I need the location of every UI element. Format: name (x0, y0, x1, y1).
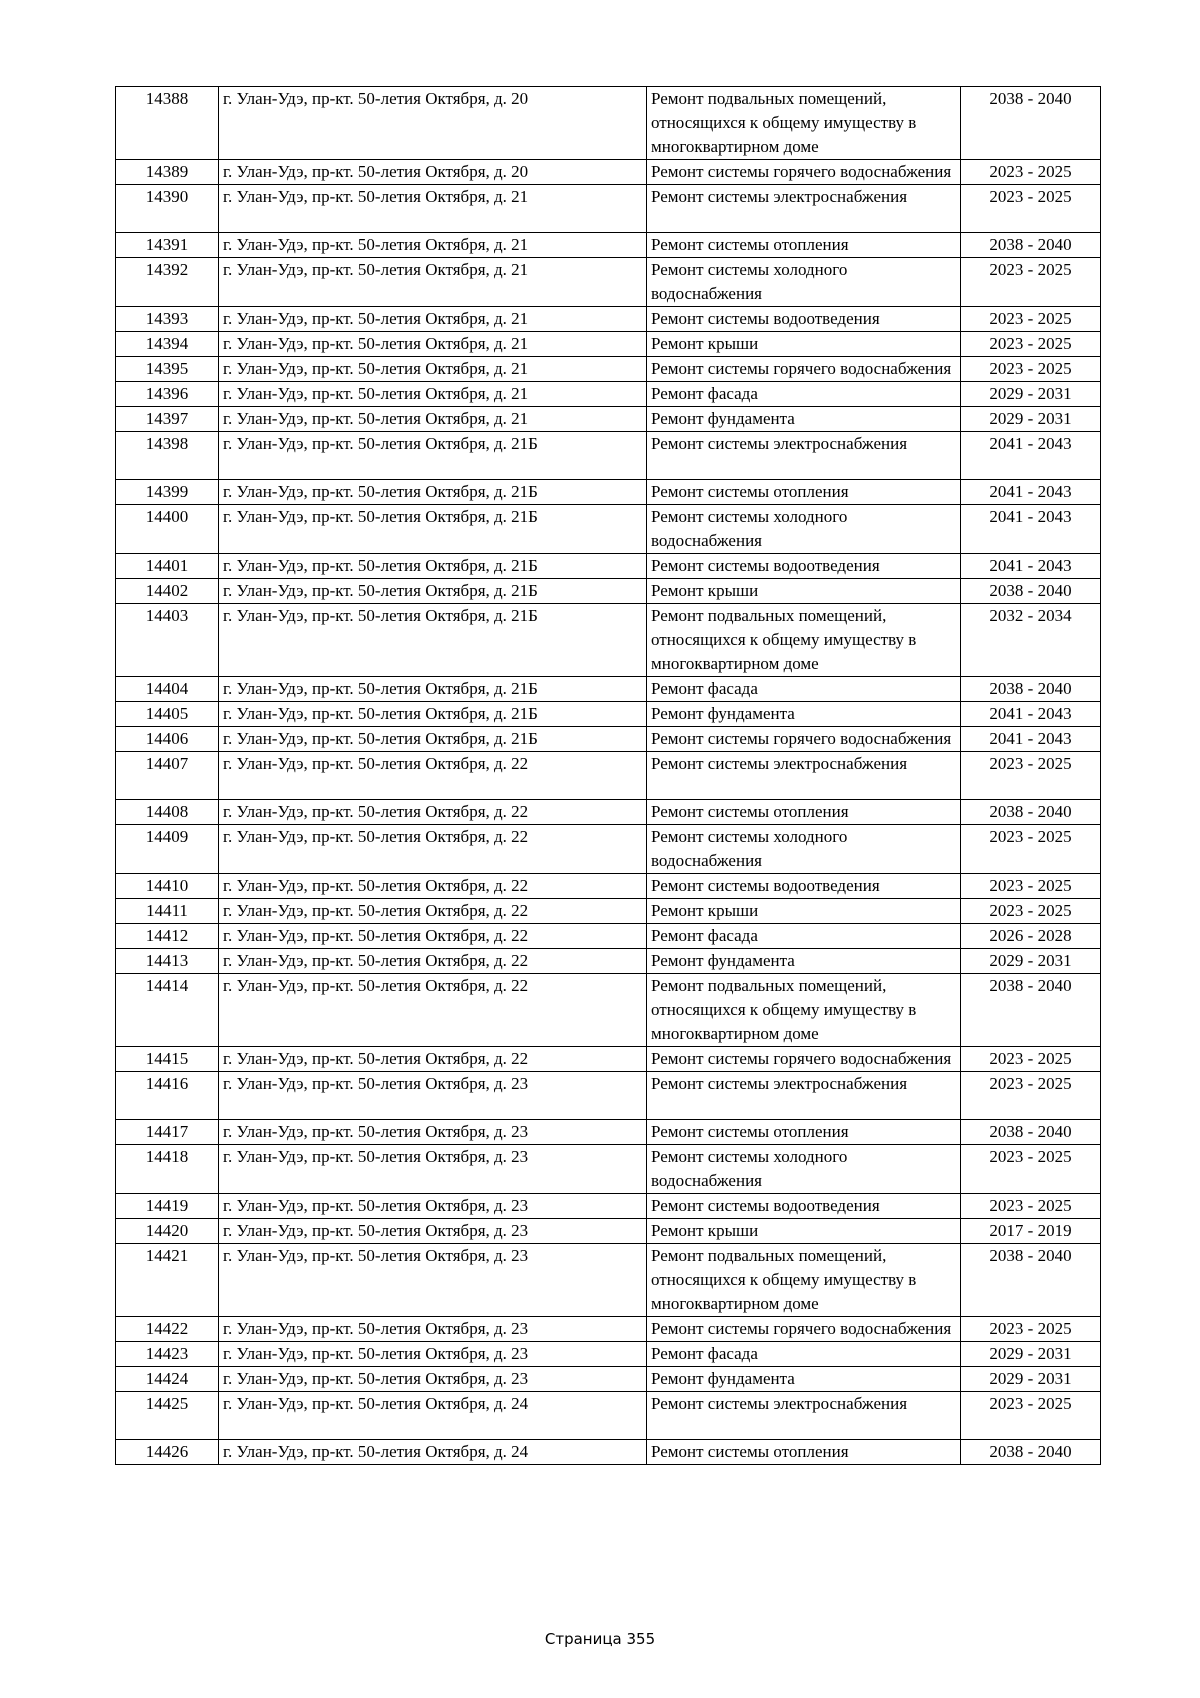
row-address: г. Улан-Удэ, пр-кт. 50-летия Октября, д. 20 (219, 160, 647, 185)
row-period: 2023 - 2025 (961, 1047, 1101, 1072)
row-id: 14396 (116, 382, 219, 407)
row-id: 14390 (116, 185, 219, 233)
table-row (116, 233, 1101, 258)
row-period: 2023 - 2025 (961, 825, 1101, 874)
table-row (116, 185, 1101, 233)
row-period: 2017 - 2019 (961, 1219, 1101, 1244)
row-address: г. Улан-Удэ, пр-кт. 50-летия Октября, д. 21 (219, 332, 647, 357)
row-period: 2023 - 2025 (961, 185, 1101, 233)
table-row (116, 924, 1101, 949)
row-address: г. Улан-Удэ, пр-кт. 50-летия Октября, д. 23 (219, 1317, 647, 1342)
row-period: 2023 - 2025 (961, 332, 1101, 357)
row-work-type: Ремонт системы холодного водоснабжения (647, 505, 961, 554)
table-row (116, 1047, 1101, 1072)
row-id: 14408 (116, 800, 219, 825)
table-row (116, 702, 1101, 727)
row-address: г. Улан-Удэ, пр-кт. 50-летия Октября, д. 21Б (219, 579, 647, 604)
row-period: 2023 - 2025 (961, 1317, 1101, 1342)
row-period: 2038 - 2040 (961, 87, 1101, 160)
table-body (116, 87, 1101, 1465)
row-period: 2041 - 2043 (961, 702, 1101, 727)
row-id: 14406 (116, 727, 219, 752)
row-work-type: Ремонт системы холодного водоснабжения (647, 1145, 961, 1194)
row-address: г. Улан-Удэ, пр-кт. 50-летия Октября, д. 23 (219, 1120, 647, 1145)
row-period: 2023 - 2025 (961, 1392, 1101, 1440)
table-row (116, 1194, 1101, 1219)
row-work-type: Ремонт системы отопления (647, 233, 961, 258)
table-row (116, 1440, 1101, 1465)
table-row (116, 1342, 1101, 1367)
row-work-type: Ремонт системы водоотведения (647, 1194, 961, 1219)
row-work-type: Ремонт подвальных помещений, относящихся к общему имуществу в многоквартирном доме (647, 974, 961, 1047)
row-id: 14402 (116, 579, 219, 604)
row-work-type: Ремонт крыши (647, 1219, 961, 1244)
row-work-type: Ремонт крыши (647, 899, 961, 924)
row-address: г. Улан-Удэ, пр-кт. 50-летия Октября, д. 21Б (219, 505, 647, 554)
row-period: 2023 - 2025 (961, 899, 1101, 924)
row-work-type: Ремонт фасада (647, 677, 961, 702)
table-row (116, 800, 1101, 825)
row-address: г. Улан-Удэ, пр-кт. 50-летия Октября, д. 22 (219, 752, 647, 800)
table-row (116, 677, 1101, 702)
row-id: 14399 (116, 480, 219, 505)
row-address: г. Улан-Удэ, пр-кт. 50-летия Октября, д. 21 (219, 307, 647, 332)
row-id: 14416 (116, 1072, 219, 1120)
row-period: 2029 - 2031 (961, 1367, 1101, 1392)
row-address: г. Улан-Удэ, пр-кт. 50-летия Октября, д. 23 (219, 1219, 647, 1244)
table-row (116, 579, 1101, 604)
row-period: 2038 - 2040 (961, 974, 1101, 1047)
row-address: г. Улан-Удэ, пр-кт. 50-летия Октября, д. 20 (219, 87, 647, 160)
row-address: г. Улан-Удэ, пр-кт. 50-летия Октября, д. 21 (219, 357, 647, 382)
row-address: г. Улан-Удэ, пр-кт. 50-летия Октября, д. 21Б (219, 480, 647, 505)
row-id: 14424 (116, 1367, 219, 1392)
row-id: 14421 (116, 1244, 219, 1317)
row-address: г. Улан-Удэ, пр-кт. 50-летия Октября, д. 22 (219, 825, 647, 874)
row-work-type: Ремонт системы отопления (647, 800, 961, 825)
row-address: г. Улан-Удэ, пр-кт. 50-летия Октября, д. 21Б (219, 432, 647, 480)
row-address: г. Улан-Удэ, пр-кт. 50-летия Октября, д. 22 (219, 949, 647, 974)
row-id: 14394 (116, 332, 219, 357)
row-work-type: Ремонт подвальных помещений, относящихся к общему имуществу в многоквартирном доме (647, 87, 961, 160)
table-row (116, 480, 1101, 505)
row-work-type: Ремонт системы водоотведения (647, 554, 961, 579)
row-period: 2041 - 2043 (961, 727, 1101, 752)
table-row (116, 1317, 1101, 1342)
row-work-type: Ремонт системы горячего водоснабжения (647, 727, 961, 752)
row-work-type: Ремонт фасада (647, 924, 961, 949)
row-address: г. Улан-Удэ, пр-кт. 50-летия Октября, д. 21 (219, 258, 647, 307)
row-id: 14415 (116, 1047, 219, 1072)
table-row (116, 554, 1101, 579)
row-period: 2029 - 2031 (961, 382, 1101, 407)
row-work-type: Ремонт системы электроснабжения (647, 752, 961, 800)
row-work-type: Ремонт фундамента (647, 949, 961, 974)
table-row (116, 727, 1101, 752)
table-row (116, 160, 1101, 185)
row-id: 14425 (116, 1392, 219, 1440)
row-period: 2023 - 2025 (961, 258, 1101, 307)
row-address: г. Улан-Удэ, пр-кт. 50-летия Октября, д. 22 (219, 800, 647, 825)
row-address: г. Улан-Удэ, пр-кт. 50-летия Октября, д. 22 (219, 1047, 647, 1072)
page-number: Страница 355 (544, 1630, 656, 1648)
row-period: 2029 - 2031 (961, 949, 1101, 974)
table-row (116, 1145, 1101, 1194)
row-period: 2023 - 2025 (961, 752, 1101, 800)
row-work-type: Ремонт системы горячего водоснабжения (647, 160, 961, 185)
table-row (116, 825, 1101, 874)
row-work-type: Ремонт системы электроснабжения (647, 1072, 961, 1120)
table-row (116, 87, 1101, 160)
row-work-type: Ремонт системы горячего водоснабжения (647, 1317, 961, 1342)
table-row (116, 949, 1101, 974)
row-id: 14398 (116, 432, 219, 480)
row-id: 14404 (116, 677, 219, 702)
row-period: 2038 - 2040 (961, 1244, 1101, 1317)
row-address: г. Улан-Удэ, пр-кт. 50-летия Октября, д. 23 (219, 1367, 647, 1392)
row-id: 14389 (116, 160, 219, 185)
row-work-type: Ремонт системы отопления (647, 1440, 961, 1465)
row-address: г. Улан-Удэ, пр-кт. 50-летия Октября, д. 21Б (219, 604, 647, 677)
table-row (116, 407, 1101, 432)
row-period: 2041 - 2043 (961, 505, 1101, 554)
row-period: 2032 - 2034 (961, 604, 1101, 677)
row-id: 14391 (116, 233, 219, 258)
row-address: г. Улан-Удэ, пр-кт. 50-летия Октября, д. 23 (219, 1194, 647, 1219)
row-id: 14410 (116, 874, 219, 899)
table-row (116, 332, 1101, 357)
row-period: 2023 - 2025 (961, 307, 1101, 332)
row-address: г. Улан-Удэ, пр-кт. 50-летия Октября, д. 23 (219, 1072, 647, 1120)
row-address: г. Улан-Удэ, пр-кт. 50-летия Октября, д. 23 (219, 1145, 647, 1194)
table-row (116, 258, 1101, 307)
row-address: г. Улан-Удэ, пр-кт. 50-летия Октября, д. 21 (219, 407, 647, 432)
row-work-type: Ремонт системы водоотведения (647, 307, 961, 332)
row-period: 2038 - 2040 (961, 1120, 1101, 1145)
table-row (116, 357, 1101, 382)
row-id: 14393 (116, 307, 219, 332)
row-period: 2026 - 2028 (961, 924, 1101, 949)
row-address: г. Улан-Удэ, пр-кт. 50-летия Октября, д. 23 (219, 1244, 647, 1317)
repair-schedule-table (115, 86, 1101, 1465)
row-period: 2029 - 2031 (961, 407, 1101, 432)
row-id: 14409 (116, 825, 219, 874)
row-address: г. Улан-Удэ, пр-кт. 50-летия Октября, д. 22 (219, 974, 647, 1047)
row-period: 2041 - 2043 (961, 432, 1101, 480)
row-id: 14395 (116, 357, 219, 382)
row-address: г. Улан-Удэ, пр-кт. 50-летия Октября, д. 21Б (219, 702, 647, 727)
row-address: г. Улан-Удэ, пр-кт. 50-летия Октября, д. 22 (219, 874, 647, 899)
table-row (116, 1367, 1101, 1392)
row-period: 2038 - 2040 (961, 579, 1101, 604)
row-id: 14417 (116, 1120, 219, 1145)
row-id: 14401 (116, 554, 219, 579)
row-work-type: Ремонт системы водоотведения (647, 874, 961, 899)
table-row (116, 307, 1101, 332)
row-work-type: Ремонт системы отопления (647, 1120, 961, 1145)
table-row (116, 432, 1101, 480)
row-work-type: Ремонт системы отопления (647, 480, 961, 505)
row-address: г. Улан-Удэ, пр-кт. 50-летия Октября, д. 21 (219, 233, 647, 258)
row-id: 14423 (116, 1342, 219, 1367)
row-period: 2023 - 2025 (961, 160, 1101, 185)
row-id: 14388 (116, 87, 219, 160)
table-row (116, 1072, 1101, 1120)
table-row (116, 505, 1101, 554)
row-period: 2038 - 2040 (961, 677, 1101, 702)
row-work-type: Ремонт фундамента (647, 407, 961, 432)
row-work-type: Ремонт фасада (647, 382, 961, 407)
row-work-type: Ремонт подвальных помещений, относящихся к общему имуществу в многоквартирном доме (647, 1244, 961, 1317)
row-id: 14392 (116, 258, 219, 307)
row-work-type: Ремонт подвальных помещений, относящихся к общему имуществу в многоквартирном доме (647, 604, 961, 677)
row-period: 2029 - 2031 (961, 1342, 1101, 1367)
row-period: 2038 - 2040 (961, 1440, 1101, 1465)
table-row (116, 604, 1101, 677)
row-id: 14420 (116, 1219, 219, 1244)
table-row (116, 1120, 1101, 1145)
row-work-type: Ремонт системы горячего водоснабжения (647, 1047, 961, 1072)
row-id: 14422 (116, 1317, 219, 1342)
row-work-type: Ремонт крыши (647, 332, 961, 357)
row-period: 2023 - 2025 (961, 874, 1101, 899)
table-row (116, 382, 1101, 407)
row-period: 2023 - 2025 (961, 1194, 1101, 1219)
row-work-type: Ремонт крыши (647, 579, 961, 604)
row-id: 14407 (116, 752, 219, 800)
row-period: 2023 - 2025 (961, 1072, 1101, 1120)
row-id: 14412 (116, 924, 219, 949)
row-id: 14419 (116, 1194, 219, 1219)
table-row (116, 1219, 1101, 1244)
table-row (116, 974, 1101, 1047)
row-work-type: Ремонт системы холодного водоснабжения (647, 258, 961, 307)
row-id: 14426 (116, 1440, 219, 1465)
row-period: 2041 - 2043 (961, 480, 1101, 505)
row-period: 2023 - 2025 (961, 1145, 1101, 1194)
row-period: 2038 - 2040 (961, 800, 1101, 825)
row-address: г. Улан-Удэ, пр-кт. 50-летия Октября, д. 21 (219, 382, 647, 407)
row-address: г. Улан-Удэ, пр-кт. 50-летия Октября, д. 22 (219, 924, 647, 949)
table-row (116, 1244, 1101, 1317)
row-address: г. Улан-Удэ, пр-кт. 50-летия Октября, д. 21 (219, 185, 647, 233)
table-row (116, 899, 1101, 924)
row-id: 14411 (116, 899, 219, 924)
row-id: 14400 (116, 505, 219, 554)
row-address: г. Улан-Удэ, пр-кт. 50-летия Октября, д. 21Б (219, 554, 647, 579)
row-work-type: Ремонт системы горячего водоснабжения (647, 357, 961, 382)
row-id: 14413 (116, 949, 219, 974)
row-address: г. Улан-Удэ, пр-кт. 50-летия Октября, д. 24 (219, 1392, 647, 1440)
row-address: г. Улан-Удэ, пр-кт. 50-летия Октября, д. 21Б (219, 677, 647, 702)
row-id: 14397 (116, 407, 219, 432)
row-period: 2041 - 2043 (961, 554, 1101, 579)
table-row (116, 752, 1101, 800)
row-work-type: Ремонт фундамента (647, 1367, 961, 1392)
row-address: г. Улан-Удэ, пр-кт. 50-летия Октября, д. 24 (219, 1440, 647, 1465)
row-id: 14405 (116, 702, 219, 727)
row-work-type: Ремонт системы электроснабжения (647, 432, 961, 480)
row-id: 14403 (116, 604, 219, 677)
row-address: г. Улан-Удэ, пр-кт. 50-летия Октября, д. 22 (219, 899, 647, 924)
row-work-type: Ремонт системы электроснабжения (647, 185, 961, 233)
row-work-type: Ремонт фасада (647, 1342, 961, 1367)
row-id: 14414 (116, 974, 219, 1047)
row-work-type: Ремонт системы электроснабжения (647, 1392, 961, 1440)
row-period: 2023 - 2025 (961, 357, 1101, 382)
row-address: г. Улан-Удэ, пр-кт. 50-летия Октября, д. 23 (219, 1342, 647, 1367)
row-address: г. Улан-Удэ, пр-кт. 50-летия Октября, д. 21Б (219, 727, 647, 752)
row-id: 14418 (116, 1145, 219, 1194)
table-row (116, 874, 1101, 899)
row-period: 2038 - 2040 (961, 233, 1101, 258)
row-work-type: Ремонт фундамента (647, 702, 961, 727)
table-row (116, 1392, 1101, 1440)
row-work-type: Ремонт системы холодного водоснабжения (647, 825, 961, 874)
